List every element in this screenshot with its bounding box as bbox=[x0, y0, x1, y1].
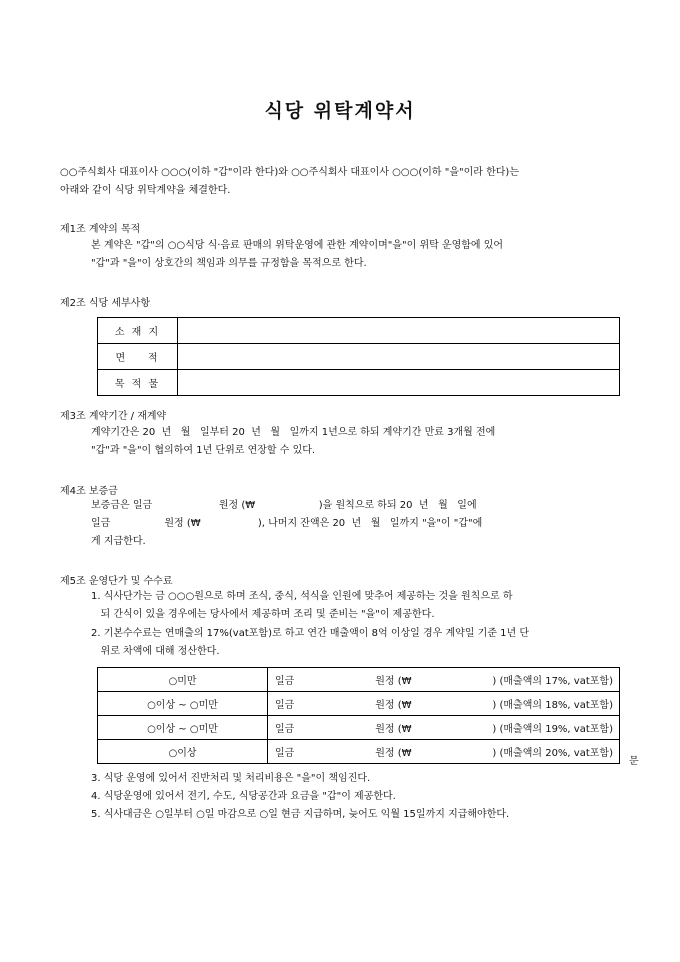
fee-amount bbox=[268, 692, 620, 716]
details-value bbox=[178, 344, 620, 370]
fee-rate: ) (매출액의 17%, vat포함) bbox=[492, 676, 613, 687]
article-3-line-1: 계약기간은 20 년 월 일부터 20 년 월 일까지 1년으로 하되 계약기간 만료 3개월 전에 bbox=[91, 427, 496, 438]
fee-amount-prefix: 일금 bbox=[275, 676, 295, 687]
table-row bbox=[98, 740, 620, 764]
article-3-heading: 제3조 계약기간 / 재계약 bbox=[60, 411, 167, 422]
fee-amount-prefix: 일금 bbox=[275, 748, 295, 759]
article-4-line-2: 일금 원정 (₩ ), 나머지 잔액은 20 년 월 일까지 "을"이 "갑"에 bbox=[91, 518, 483, 529]
article-5-heading: 제5조 운영단가 및 수수료 bbox=[60, 576, 173, 587]
table-row bbox=[98, 344, 620, 370]
intro-line-1: ○○주식회사 대표이사 ○○○(이하 "갑"이라 한다)와 ○○주식회사 대표이사 ○○○(이하 "을"이라 한다)는 bbox=[60, 167, 519, 178]
article-1-line-1: 본 계약은 "갑"의 ○○식당 식·음료 판매의 위탁운영에 관한 계약이며"을"이 위탁 운영함에 있어 bbox=[91, 240, 504, 251]
article-1-line-2: "갑"과 "을"이 상호간의 책임과 의무를 규정함을 목적으로 한다. bbox=[91, 258, 367, 269]
article-5-item-1a: 1. 식사단가는 금 ○○○원으로 하며 조식, 중식, 석식을 인원에 맞추어 제공하는 것을 원칙으로 하 bbox=[91, 591, 513, 602]
intro-line-2: 아래와 같이 식당 위탁계약을 체결한다. bbox=[60, 185, 231, 196]
fee-range: ○이상 bbox=[98, 740, 268, 764]
fee-amount bbox=[268, 668, 620, 692]
article-5-item-4: 4. 식당운영에 있어서 전기, 수도, 식당공간과 요금을 "갑"이 제공한다. bbox=[91, 791, 396, 802]
details-value bbox=[178, 318, 620, 344]
fee-range: ○미만 bbox=[98, 668, 268, 692]
fee-range: ○이상 ~ ○미만 bbox=[98, 692, 268, 716]
article-5-item-2a: 2. 기본수수료는 연매출의 17%(vat포함)로 하고 연간 매출액이 8억 이상일 경우 계약일 기준 1년 단 bbox=[91, 628, 530, 639]
article-4-heading: 제4조 보증금 bbox=[60, 486, 118, 497]
table-row bbox=[98, 692, 620, 716]
fee-amount bbox=[268, 716, 620, 740]
table-row bbox=[98, 318, 620, 344]
fee-amount bbox=[268, 740, 620, 764]
restaurant-details-table bbox=[97, 317, 620, 396]
fee-range: ○이상 ~ ○미만 bbox=[98, 716, 268, 740]
details-label: 소 재 지 bbox=[98, 318, 178, 344]
table-row bbox=[98, 370, 620, 396]
table-row bbox=[98, 716, 620, 740]
fee-amount-mid: 원정 (₩ bbox=[375, 676, 412, 687]
fee-amount-prefix: 일금 bbox=[275, 724, 295, 735]
article-4-line-1: 보증금은 일금 원정 (₩ )을 원칙으로 하되 20 년 월 일에 bbox=[91, 500, 477, 511]
fee-amount-mid: 원정 (₩ bbox=[375, 724, 412, 735]
details-label: 면 적 bbox=[98, 344, 178, 370]
article-5-item-1b: 되 간식이 있을 경우에는 당사에서 제공하며 조리 및 준비는 "을"이 제공한다. bbox=[91, 609, 435, 620]
table-row bbox=[98, 668, 620, 692]
article-4-line-3: 게 지급한다. bbox=[91, 536, 146, 547]
fee-rate: ) (매출액의 19%, vat포함) bbox=[492, 724, 613, 735]
details-label: 목 적 물 bbox=[98, 370, 178, 396]
fee-amount-prefix: 일금 bbox=[275, 700, 295, 711]
article-5-item-2b: 위로 차액에 대해 정산한다. bbox=[91, 646, 220, 657]
article-1-heading: 제1조 계약의 목적 bbox=[60, 224, 141, 235]
fee-amount-mid: 원정 (₩ bbox=[375, 748, 412, 759]
article-5-item-5: 5. 식사대금은 ○일부터 ○일 마감으로 ○일 현금 지급하며, 늦어도 익월 15일까지 지급해야한다. bbox=[91, 809, 510, 820]
side-mark: 문 bbox=[629, 756, 639, 767]
document-title: 식당 위탁계약서 bbox=[264, 100, 416, 122]
fee-rate: ) (매출액의 18%, vat포함) bbox=[492, 700, 613, 711]
article-5-item-3: 3. 식당 운영에 있어서 진반처리 및 처리비용은 "을"이 책임진다. bbox=[91, 773, 371, 784]
details-value bbox=[178, 370, 620, 396]
fee-rate: ) (매출액의 20%, vat포함) bbox=[492, 748, 613, 759]
fee-table bbox=[97, 667, 620, 764]
article-2-heading: 제2조 식당 세부사항 bbox=[60, 298, 150, 309]
article-3-line-2: "갑"과 "을"이 협의하여 1년 단위로 연장할 수 있다. bbox=[91, 445, 316, 456]
fee-amount-mid: 원정 (₩ bbox=[375, 700, 412, 711]
